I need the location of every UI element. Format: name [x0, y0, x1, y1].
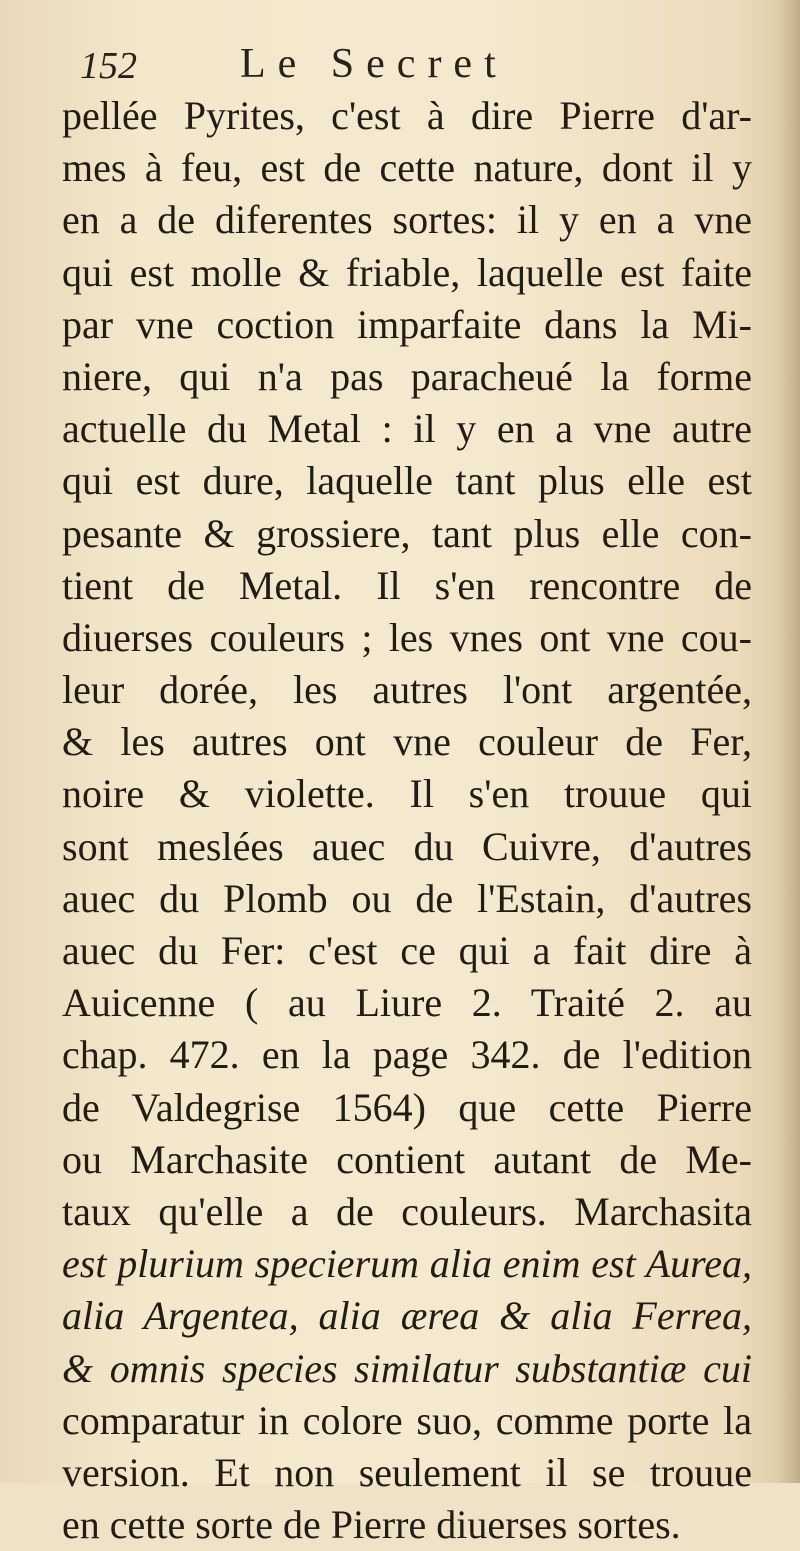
running-title: Le Secret	[240, 41, 508, 87]
text-line: sont meslées auec du Cuivre, d'autres	[62, 823, 752, 869]
text-line: tient de Metal. Il s'en rencontre de	[62, 562, 752, 608]
text-line: en a de diferentes sortes: il y en a vne	[62, 197, 752, 243]
text-line: pesante & grossiere, tant plus elle con-	[62, 510, 752, 556]
text-line: pellée Pyrites, c'est à dire Pierre d'ar-	[62, 93, 752, 138]
text-line: chap. 472. en la page 342. de l'edition	[62, 1032, 752, 1078]
text-line: en cette sorte de Pierre diuerses sortes.	[62, 1502, 681, 1548]
latin-quote-line: & omnis species similatur substantiæ cui	[62, 1345, 752, 1391]
text-line: auec du Plomb ou de l'Estain, d'autres	[62, 875, 752, 921]
text-line: diuerses couleurs ; les vnes ont vne cou-	[62, 614, 752, 660]
text-line: qui est dure, laquelle tant plus elle est	[62, 458, 752, 504]
text-line: niere, qui n'a pas paracheué la forme	[62, 353, 752, 399]
text-line: Auicenne ( au Liure 2. Traité 2. au	[62, 980, 752, 1026]
text-line: qui est molle & friable, laquelle est faite	[62, 249, 752, 295]
body-text	[62, 90, 752, 1551]
text-line: comparatur in colore suo, comme porte la	[62, 1397, 752, 1443]
text-line: mes à feu, est de cette nature, dont il y	[62, 145, 752, 191]
text-line: de Valdegrise 1564) que cette Pierre	[62, 1084, 752, 1130]
text-line: par vne coction imparfaite dans la Mi-	[62, 301, 752, 347]
text-line: version. Et non seulement il se trouue	[62, 1449, 752, 1495]
text-line: & les autres ont vne couleur de Fer,	[62, 719, 752, 765]
latin-quote-line: est plurium specierum alia enim est Aurea,	[62, 1241, 752, 1287]
text-line: auec du Fer: c'est ce qui a fait dire à	[62, 928, 752, 973]
latin-quote-line: alia Argentea, alia ærea & alia Ferrea,	[62, 1293, 752, 1339]
text-line: ou Marchasite contient autant de Me-	[62, 1136, 752, 1182]
text-line: noire & violette. Il s'en trouue qui	[62, 771, 752, 817]
text-line: actuelle du Metal : il y en a vne autre	[62, 406, 752, 452]
text-line: leur dorée, les autres l'ont argentée,	[62, 667, 752, 713]
page-number: 152	[80, 45, 137, 87]
text-line: taux qu'elle a de couleurs. Marchasita	[62, 1188, 752, 1234]
